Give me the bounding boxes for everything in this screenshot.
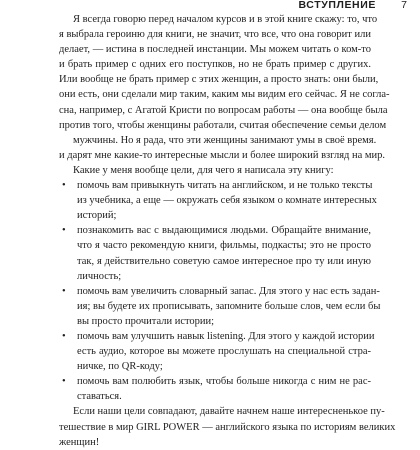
list-item-text: помочь вам увеличить словарный запас. Для этого у нас есть задан- bbox=[77, 285, 380, 297]
list-item-text: познакомить вас с выдающимися людьми. Обращайте внимание, bbox=[77, 225, 371, 237]
list-item-text: помочь вам улучшить навык listening. Для этого у каждой истории bbox=[77, 330, 375, 342]
list-item-continuation: историй; bbox=[77, 210, 117, 222]
text-line: тешествие в мир GIRL POWER — английского языка по историям великих bbox=[59, 421, 396, 433]
text-line: Я всегда говорю перед началом курсов и в этой книге скажу: то, что bbox=[73, 14, 378, 25]
body-text bbox=[59, 12, 396, 450]
list-item bbox=[59, 329, 375, 344]
text-line: я выбрала героиню для книги, не значит, что все, что она говорит или bbox=[59, 29, 371, 41]
text-line: Какие у меня вообще цели, для чего я написала эту книгу: bbox=[73, 164, 334, 176]
list-item bbox=[59, 178, 371, 193]
list-item-continuation: из учебника, а еще — окружать себя языком о комнате интересных bbox=[77, 195, 377, 207]
list-item-continuation: личность; bbox=[77, 270, 122, 282]
running-header bbox=[0, 0, 420, 12]
bullet-icon: • bbox=[62, 376, 66, 388]
bullet-icon: • bbox=[62, 330, 66, 342]
list-item-continuation: ничке, по QR-коду; bbox=[77, 361, 163, 373]
list-item-continuation: что я часто рекомендую книги, фильмы, подкасты; это не просто bbox=[77, 240, 371, 252]
text-line: они есть, они сделали мир таким, каким мы видим его сейчас. Я не согла- bbox=[59, 89, 390, 101]
list-item-text: помочь вам полюбить язык, чтобы больше никогда с ним не рас- bbox=[77, 376, 371, 388]
page-number: 7 bbox=[401, 0, 407, 11]
text-line: женщин! bbox=[59, 436, 100, 448]
list-item-continuation: ия; вы будете их прописывать, запомните больше слов, чем если бы bbox=[77, 300, 381, 312]
text-line: Если наши цели совпадают, давайте начнем наше интересненькое пу- bbox=[73, 406, 385, 418]
list-item-text: помочь вам привыкнуть читать на английском, и не только тексты bbox=[77, 180, 373, 192]
list-item-continuation: есть аудио, которое вы можете прослушать на специальной стра- bbox=[77, 346, 371, 358]
text-line: сна, например, с Агатой Кристи по вопросам работы — она вообще была bbox=[59, 104, 388, 116]
text-line: и дарят мне какие-то интересные мысли и более широкий взгляд на мир. bbox=[59, 149, 386, 161]
bullet-icon: • bbox=[62, 225, 66, 237]
text-line: и брать пример с одних его поступков, но не брать пример с других. bbox=[59, 59, 371, 71]
list-item-continuation: ставаться. bbox=[77, 391, 122, 403]
text-line: мужчины. Но я рада, что эти женщины занимают умы в своё время. bbox=[73, 134, 377, 146]
text-line: делает, — истина в последней инстанции. Мы можем читать о ком-то bbox=[59, 44, 371, 56]
list-item-continuation: так, я действительно советую самое интересное про ту или иную bbox=[77, 255, 371, 267]
bullet-icon: • bbox=[62, 285, 66, 297]
bullet-icon: • bbox=[62, 180, 66, 192]
list-item bbox=[59, 374, 371, 389]
text-line: Или вообще не брать пример с этих женщин, а просто знать: они были, bbox=[59, 74, 379, 86]
list-item bbox=[59, 284, 380, 299]
list-item-continuation: вы просто прочитали истории; bbox=[77, 315, 215, 327]
text-line: против того, чтобы женщины работали, считая обеспечение семьи делом bbox=[59, 119, 387, 131]
chapter-title: ВСТУПЛЕНИЕ bbox=[298, 0, 376, 11]
list-item bbox=[59, 223, 371, 238]
